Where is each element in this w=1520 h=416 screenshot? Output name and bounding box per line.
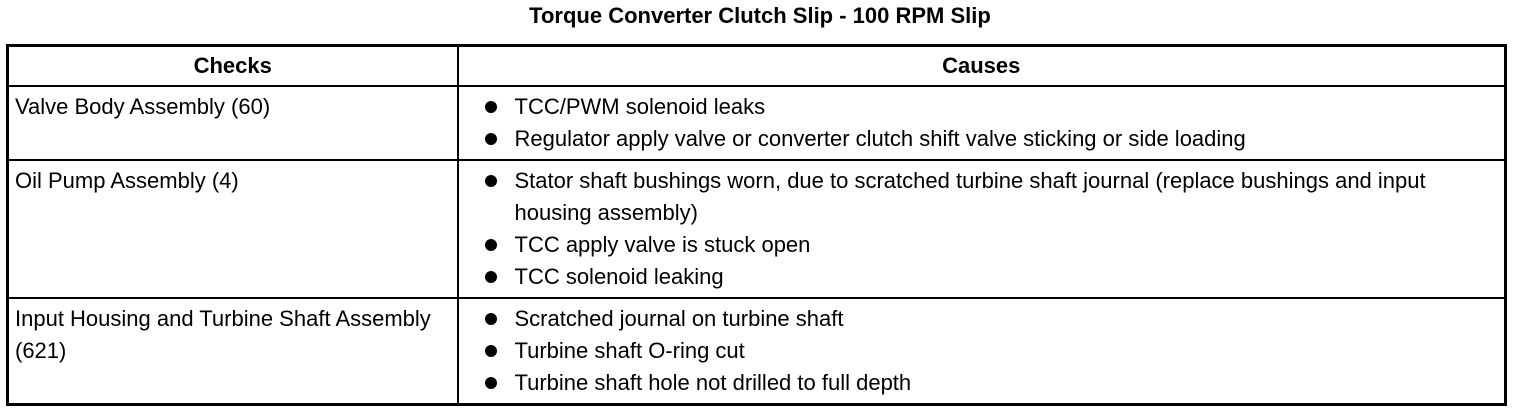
cause-item — [483, 123, 1499, 155]
check-cell: Input Housing and Turbine Shaft Assembly (621) — [8, 298, 458, 405]
bullet-icon — [485, 377, 497, 389]
bullet-icon — [485, 345, 497, 357]
cause-item — [483, 91, 1499, 123]
causes-cell — [458, 298, 1506, 405]
bullet-icon — [485, 239, 497, 251]
cause-item — [483, 165, 1499, 229]
cause-text: Scratched journal on turbine shaft — [514, 306, 844, 331]
table-row — [8, 298, 1506, 405]
bullet-icon — [485, 313, 497, 325]
cause-item — [483, 335, 1499, 367]
bullet-icon — [485, 175, 497, 187]
bullet-icon — [485, 101, 497, 113]
table-header-row — [8, 46, 1506, 87]
cause-item — [483, 367, 1499, 399]
diagnostic-table — [6, 44, 1507, 406]
table-row — [8, 160, 1506, 298]
cause-list — [483, 91, 1499, 155]
cause-text: TCC apply valve is stuck open — [514, 232, 811, 257]
cause-text: Turbine shaft O-ring cut — [514, 338, 745, 363]
cause-list — [483, 303, 1499, 399]
page-title: Torque Converter Clutch Slip - 100 RPM Slip — [529, 3, 991, 28]
check-cell: Oil Pump Assembly (4) — [8, 160, 458, 298]
cause-text: Turbine shaft hole not drilled to full depth — [514, 370, 912, 395]
cause-item — [483, 261, 1499, 293]
bullet-icon — [485, 133, 497, 145]
cause-text: TCC/PWM solenoid leaks — [514, 94, 766, 119]
causes-column-header: Causes — [458, 46, 1506, 87]
checks-column-header: Checks — [8, 46, 458, 87]
bullet-icon — [485, 271, 497, 283]
cause-item — [483, 303, 1499, 335]
causes-cell — [458, 86, 1506, 160]
cause-text: Regulator apply valve or converter clutch shift valve sticking or side loading — [514, 126, 1246, 151]
table-row — [8, 86, 1506, 160]
cause-item — [483, 229, 1499, 261]
cause-text: Stator shaft bushings worn, due to scratched turbine shaft journal (replace bushings and input housing assembly) — [514, 168, 1426, 225]
cause-list — [483, 165, 1499, 293]
check-cell: Valve Body Assembly (60) — [8, 86, 458, 160]
causes-cell — [458, 160, 1506, 298]
cause-text: TCC solenoid leaking — [514, 264, 724, 289]
